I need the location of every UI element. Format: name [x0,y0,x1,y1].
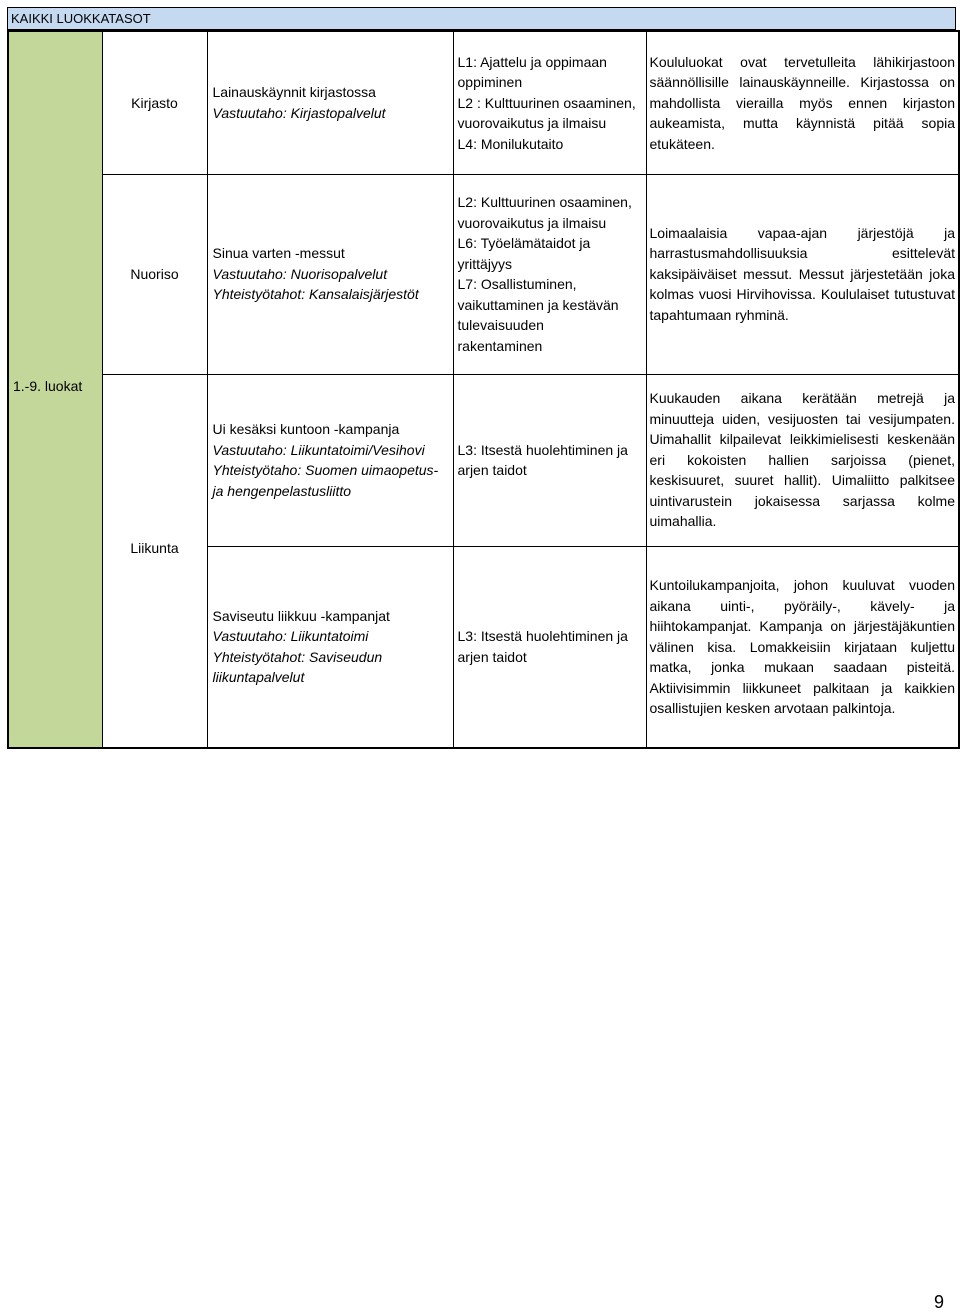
goal-line: L3: Itsestä huolehtiminen ja [457,628,628,645]
activity-title: Lainauskäynnit kirjastossa [212,84,376,101]
goals-cell [453,374,646,546]
goal-line: vuorovaikutus ja ilmaisu [457,214,607,231]
goal-line: L6: Työelämätaidot ja [457,235,591,251]
goal-line: L1: Ajattelu ja oppimaan [457,53,607,70]
activity-title: Ui kesäksi kuntoon -kampanja [212,421,400,437]
goals-cell [453,174,646,374]
responsible-text: Vastuutaho: Kirjastopalvelut [212,104,386,121]
activity-cell [207,31,453,174]
goal-line: oppiminen [457,74,523,90]
category-cell: Liikunta [102,374,207,748]
goal-line: vuorovaikutus ja ilmaisu [457,115,607,131]
activity-title: Sinua varten -messut [212,245,345,262]
goal-line: arjen taidot [457,462,527,478]
goal-line: L4: Monilukutaito [457,135,564,152]
responsible-text: Vastuutaho: Liikuntatoimi [212,628,369,645]
goal-line: L3: Itsestä huolehtiminen ja [457,441,628,458]
level-cell [8,31,102,748]
description-cell: Kuntoilukampanjoita, johon kuuluvat vuoden aikana uinti-, pyöräily-, kävely- ja hiihtokampanjat. Kampanja on järjestäjäkuntien välinen kisa. Lomakkeisiin kirjataan kuljettu matka, jonka mukaan saadaan pisteitä. Aktiivisimmin liikkuneet palkitaan ja kaikkien osallistujien kesken arvotaan palkintoja. [646,546,959,748]
category-cell: Nuoriso [102,174,207,374]
goal-line: L2 : Kulttuurinen osaaminen, [457,94,636,111]
activities-table [7,30,960,749]
activity-cell [207,374,453,546]
category-cell: Kirjasto [102,31,207,174]
goal-line: arjen taidot [457,648,527,665]
description-cell: Kuukauden aikana kerätään metrejä ja minuutteja uiden, vesijuosten tai vesijumpaten. Uimahallit kilpailevat leikkimielisesti keskenään eri kokoisten hallien sarjoissa (pienet, keskisuuret, suuret hallit). Uimaliitto palkitsee uintivarustein jokaisessa sarjassa kolme uimahallia. [646,374,959,546]
table-row [8,31,959,174]
activity-cell [207,174,453,374]
partners-text: Yhteistyötahot: Saviseudun liikuntapalvelut [212,648,383,686]
goal-line: tulevaisuuden [457,317,544,333]
page-number: 9 [934,1292,945,1312]
goal-line: L7: Osallistuminen, [457,276,577,292]
description-cell: Koululuokat ovat tervetulleita lähikirjastoon säännöllisille lainauskäynneille. Kirjastossa on mahdollista vierailla myös ennen kirjaston aukeamista, mutta käynnistä pitää sopia etukäteen. [646,31,959,174]
goals-cell [453,546,646,748]
responsible-text: Vastuutaho: Liikuntatoimi/Vesihovi [212,441,425,458]
partners-text: Yhteistyötaho: Suomen uimaopetus- ja hengenpelastusliitto [212,462,439,499]
activity-cell [207,546,453,748]
goal-line: yrittäjyys [457,255,512,272]
goals-cell [453,31,646,174]
goal-line: vaikuttaminen ja kestävän [457,296,619,313]
responsible-text: Vastuutaho: Nuorisopalvelut [212,265,388,282]
goal-line: L2: Kulttuurinen osaaminen, [457,194,632,210]
partners-text: Yhteistyötahot: Kansalaisjärjestöt [212,286,419,303]
table-row [8,174,959,374]
goal-line: rakentaminen [457,337,543,354]
section-header: KAIKKI LUOKKATASOT [7,7,956,30]
description-cell: Loimaalaisia vapaa-ajan järjestöjä ja harrastusmahdollisuuksia esittelevät kaksipäiväiset messut. Messut järjestetään joka kolmas vuosi Hirvihovissa. Koululaiset tutustuvat tapahtumaan ryhminä. [646,174,959,374]
activity-title: Saviseutu liikkuu -kampanjat [212,607,390,624]
table-row [8,374,959,546]
level-label: 1.-9. luokat [13,378,83,394]
